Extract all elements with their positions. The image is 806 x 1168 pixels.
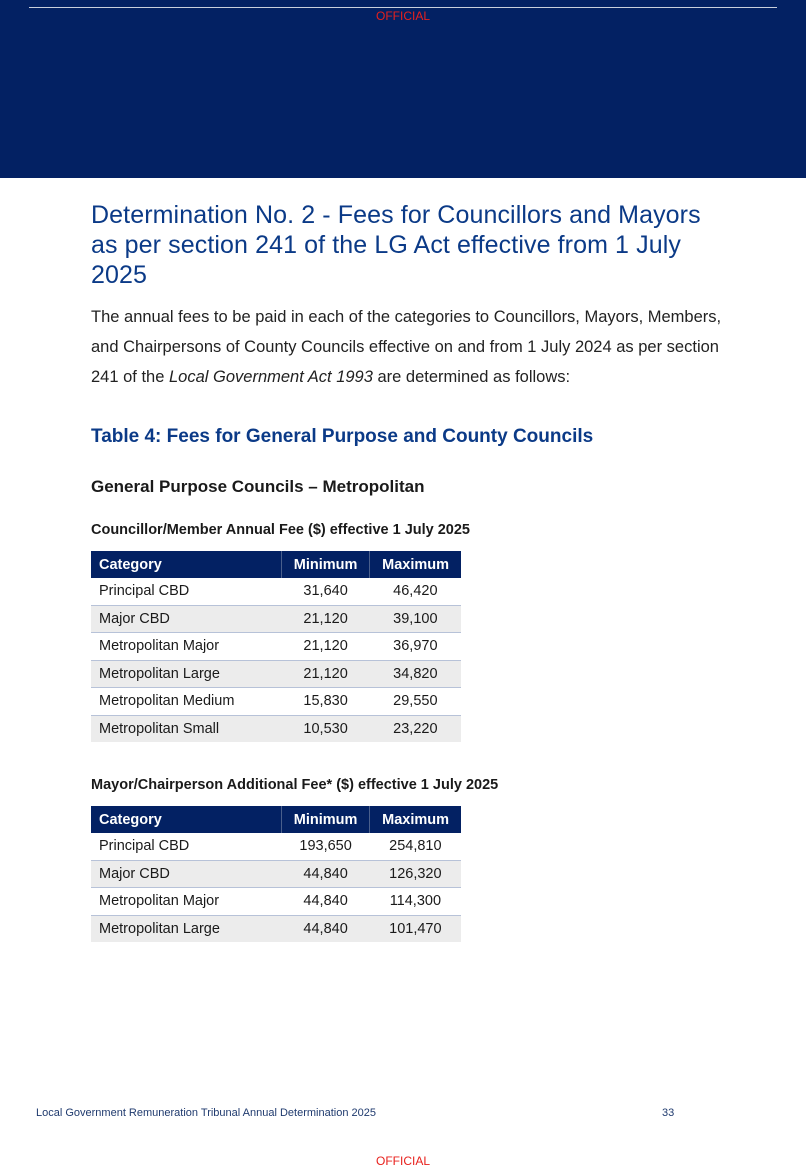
column-header-category: Category [91, 806, 281, 833]
councillor-fee-table [91, 551, 461, 742]
page-content [91, 200, 731, 942]
act-name: Local Government Act 1993 [168, 368, 373, 386]
cell-category: Metropolitan Large [91, 915, 281, 942]
cell-minimum: 31,640 [281, 578, 369, 605]
column-header-category: Category [91, 551, 281, 578]
page-number: 33 [662, 1107, 675, 1119]
cell-category: Metropolitan Major [91, 888, 281, 916]
cell-minimum: 21,120 [281, 605, 369, 633]
table-row [91, 833, 461, 860]
cell-maximum: 39,100 [370, 605, 461, 633]
column-header-maximum: Maximum [370, 551, 461, 578]
cell-maximum: 23,220 [370, 715, 461, 742]
cell-maximum: 34,820 [370, 660, 461, 688]
table-row [91, 605, 461, 633]
classification-label-top: OFFICIAL [375, 9, 430, 23]
mayor-table-body [91, 833, 461, 942]
cell-maximum: 126,320 [370, 860, 461, 888]
intro-paragraph [91, 302, 731, 392]
cell-minimum: 44,840 [281, 860, 369, 888]
table-row [91, 688, 461, 716]
column-header-minimum: Minimum [281, 551, 369, 578]
header-rule [29, 7, 777, 8]
column-header-minimum: Minimum [281, 806, 369, 833]
cell-minimum: 21,120 [281, 633, 369, 661]
cell-category: Metropolitan Large [91, 660, 281, 688]
cell-category: Principal CBD [91, 578, 281, 605]
cell-maximum: 114,300 [370, 888, 461, 916]
cell-minimum: 44,840 [281, 915, 369, 942]
cell-minimum: 193,650 [281, 833, 369, 860]
cell-minimum: 10,530 [281, 715, 369, 742]
cell-category: Metropolitan Major [91, 633, 281, 661]
cell-maximum: 36,970 [370, 633, 461, 661]
cell-minimum: 21,120 [281, 660, 369, 688]
column-header-maximum: Maximum [370, 806, 461, 833]
footer-text: Local Government Remuneration Tribunal Annual Determination 2025 [36, 1107, 376, 1119]
cell-category: Metropolitan Medium [91, 688, 281, 716]
classification-label-bottom: OFFICIAL [375, 1154, 430, 1168]
cell-category: Principal CBD [91, 833, 281, 860]
councillor-table-caption: Councillor/Member Annual Fee ($) effective 1 July 2025 [91, 522, 470, 538]
table-heading: Table 4: Fees for General Purpose and County Councils [91, 426, 594, 447]
councillor-table-body [91, 578, 461, 742]
table-row [91, 915, 461, 942]
cell-minimum: 15,830 [281, 688, 369, 716]
cell-maximum: 254,810 [370, 833, 461, 860]
cell-maximum: 29,550 [370, 688, 461, 716]
cell-minimum: 44,840 [281, 888, 369, 916]
table-row [91, 715, 461, 742]
cell-maximum: 101,470 [370, 915, 461, 942]
table-row [91, 578, 461, 605]
table-header-row [91, 551, 461, 578]
table-row [91, 888, 461, 916]
cell-maximum: 46,420 [370, 578, 461, 605]
cell-category: Major CBD [91, 860, 281, 888]
table-header-row [91, 806, 461, 833]
cell-category: Metropolitan Small [91, 715, 281, 742]
mayor-fee-table [91, 806, 461, 942]
header-banner [0, 0, 806, 178]
table-row [91, 860, 461, 888]
table-row [91, 660, 461, 688]
section-heading: General Purpose Councils – Metropolitan [91, 477, 425, 496]
intro-text-before: The annual fees to be paid in each of the categories to Councillors, Mayors, Members, and Chairpersons of County Councils effective on and from 1 July 2024 as per section 241 of the [91, 308, 722, 386]
page-title: Determination No. 2 - Fees for Councillors and Mayors as per section 241 of the LG Act effective from 1 July 2025 [91, 201, 701, 289]
cell-category: Major CBD [91, 605, 281, 633]
intro-text-after: are determined as follows: [372, 368, 571, 386]
mayor-table-caption: Mayor/Chairperson Additional Fee* ($) effective 1 July 2025 [91, 777, 499, 793]
table-row [91, 633, 461, 661]
